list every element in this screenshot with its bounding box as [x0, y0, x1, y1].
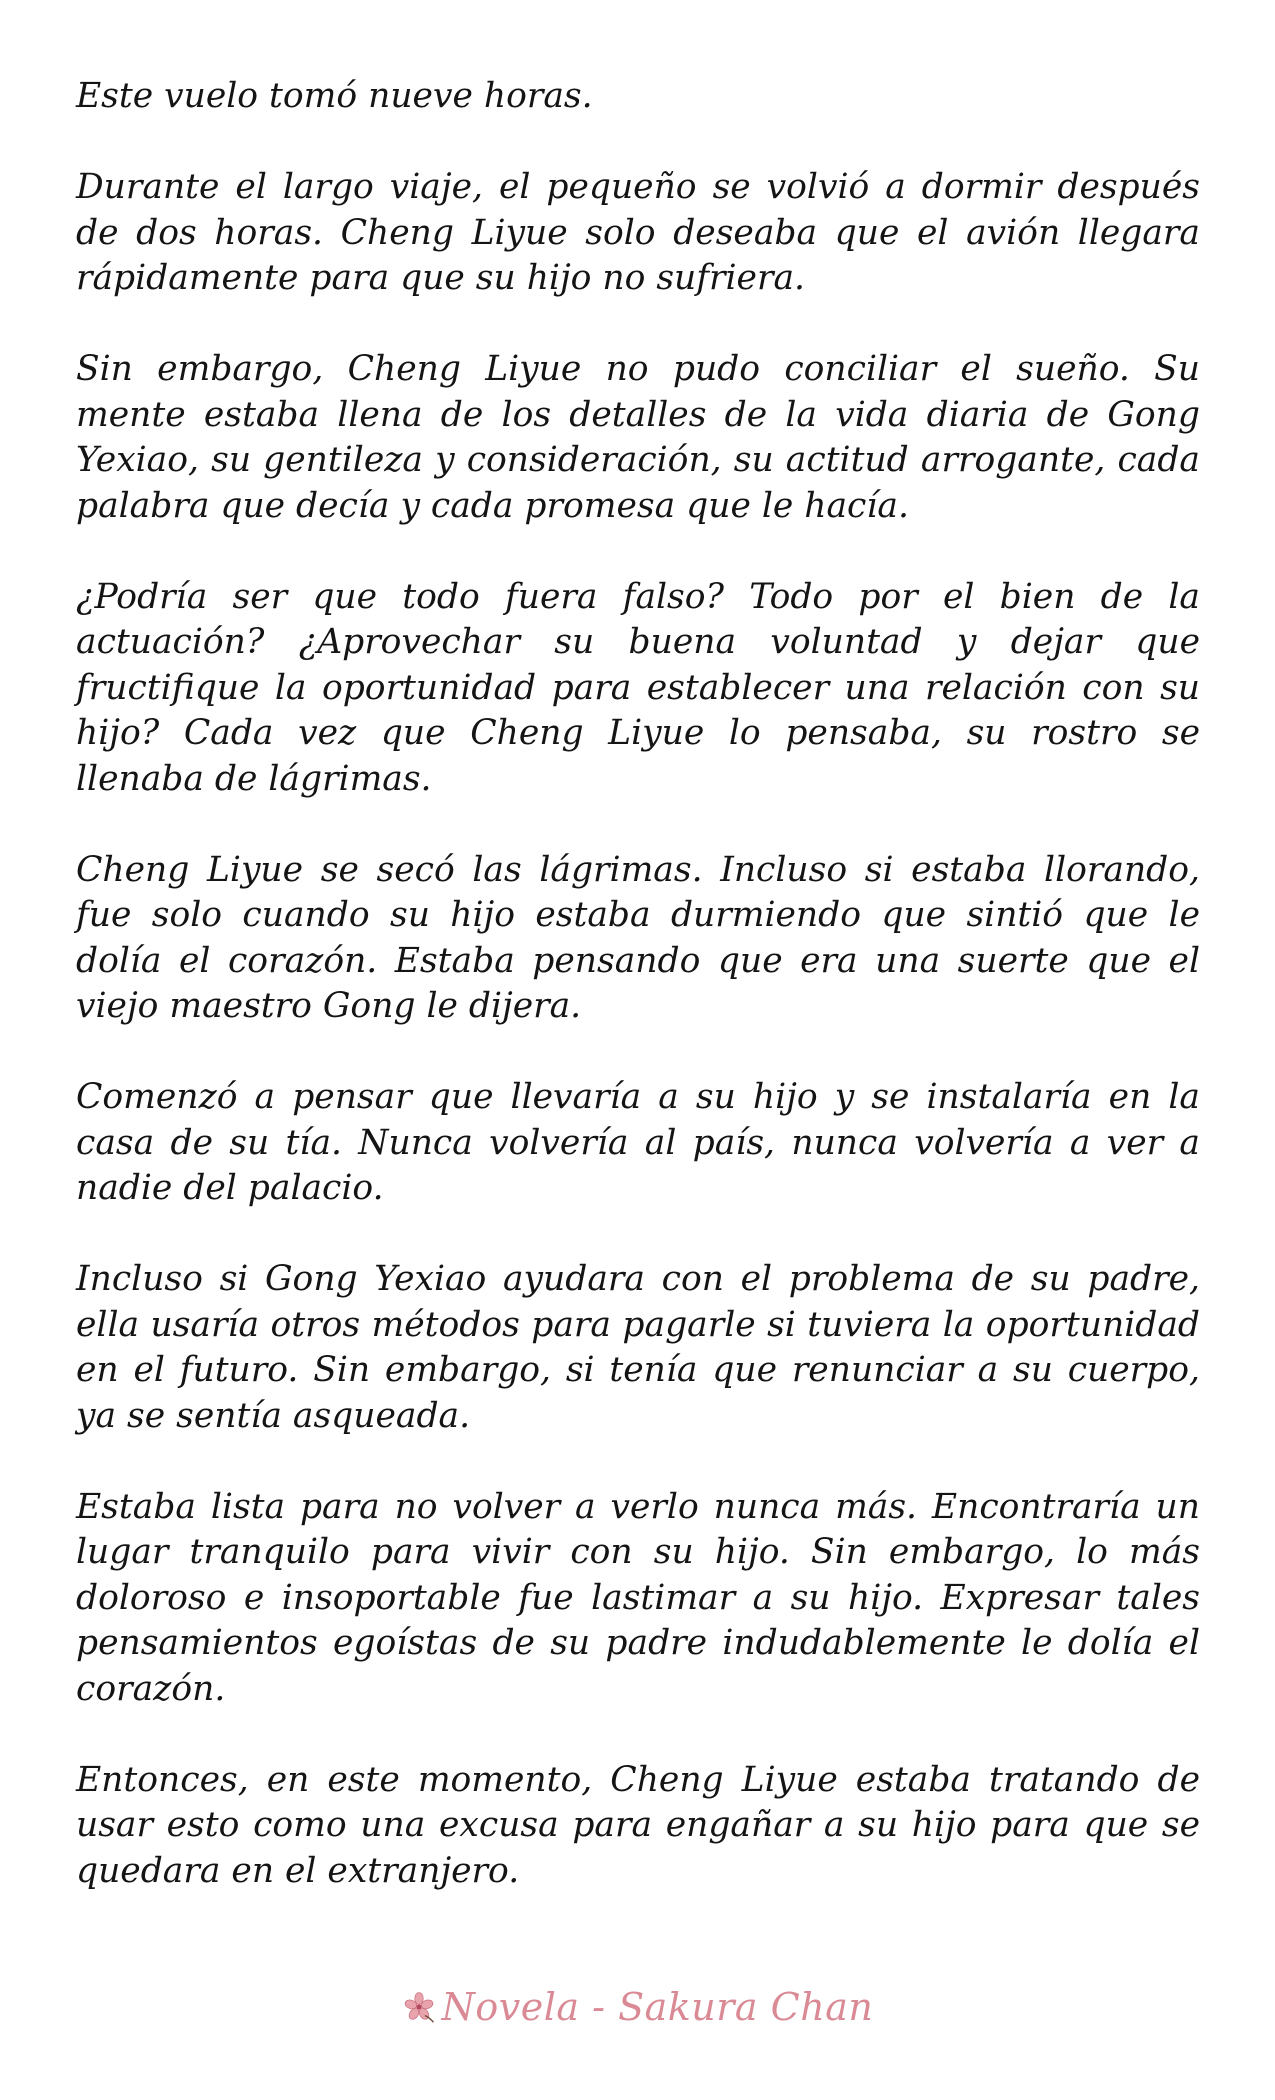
paragraph-6: Comenzó a pensar que llevaría a su hijo y se instalaría en la casa de su tía. Nunca volvería al país, nunca volvería a ver a nadie del palacio. — [76, 1077, 1200, 1208]
paragraph-4: ¿Podría ser que todo fuera falso? Todo por el bien de la actuación? ¿Aprovechar su buena voluntad y dejar que fructifique la oportunidad para establecer una relación con su hijo? Cada vez que Cheng Liyue lo pensaba, su rostro se llenaba de lágrimas. — [76, 576, 1200, 799]
paragraph-9: Entonces, en este momento, Cheng Liyue estaba tratando de usar esto como una excusa para engañar a su hijo para que se quedara en el extranjero. — [76, 1759, 1200, 1891]
paragraph-7: Incluso si Gong Yexiao ayudara con el problema de su padre, ella usaría otros métodos para pagarle si tuviera la oportunidad en el futuro. Sin embargo, si tenía que renunciar a su cuerpo, ya se sentía asqueada. — [76, 1259, 1200, 1436]
paragraph-3: Sin embargo, Cheng Liyue no pudo conciliar el sueño. Su mente estaba llena de los detalles de la vida diaria de Gong Yexiao, su gentileza y consideración, su actitud arrogante, cada palabra que decía y cada promesa que le hacía. — [76, 349, 1200, 526]
watermark-group — [402, 1985, 874, 2029]
paragraph-1: Este vuelo tomó nueve horas. — [76, 76, 593, 116]
sakura-blossom-icon — [402, 1990, 436, 2024]
paragraph-8: Estaba lista para no volver a verlo nunca más. Encontraría un lugar tranquilo para vivir con su hijo. Sin embargo, lo más doloroso e insoportable fue lastimar a su hijo. Expresar tales pensamientos egoístas de su padre indudablemente le dolía el corazón. — [76, 1486, 1200, 1709]
chapter-text — [76, 74, 1200, 1894]
watermark — [0, 1982, 1275, 2032]
paragraph-5: Cheng Liyue se secó las lágrimas. Incluso si estaba llorando, fue solo cuando su hijo estaba durmiendo que sintió que le dolía el corazón. Estaba pensando que era una suerte que el viejo maestro Gong le dijera. — [76, 849, 1200, 1026]
paragraph-2: Durante el largo viaje, el pequeño se volvió a dormir después de dos horas. Cheng Liyue solo deseaba que el avión llegara rápidamente para que su hijo no sufriera. — [76, 167, 1200, 298]
watermark-text: Novela - Sakura Chan — [441, 1985, 874, 2029]
